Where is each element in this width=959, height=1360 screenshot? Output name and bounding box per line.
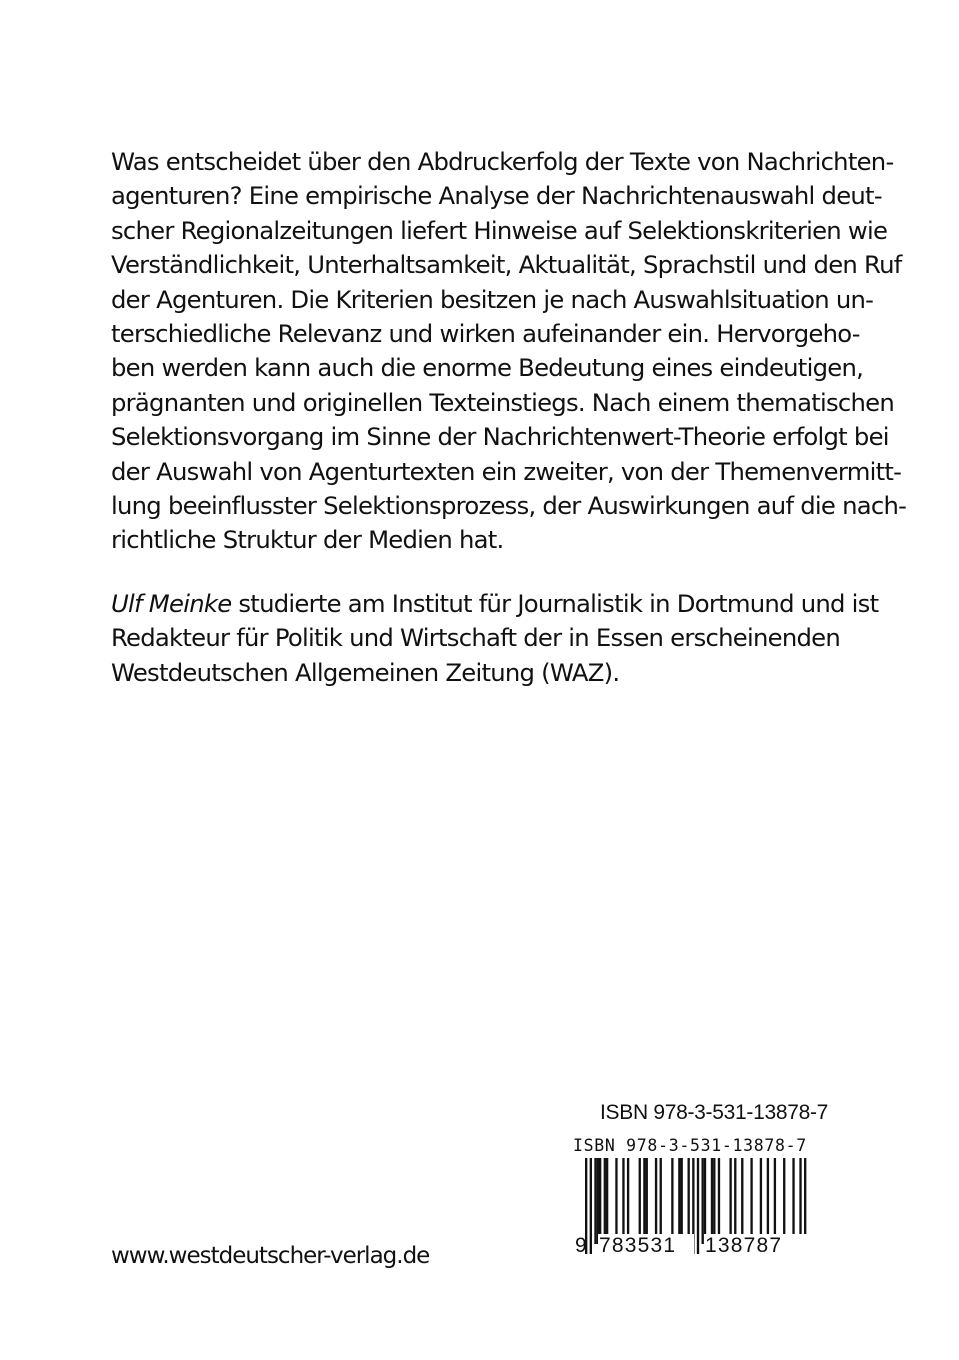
barcode-bar — [750, 1158, 752, 1244]
barcode-bar — [741, 1158, 743, 1244]
barcode-bar — [643, 1158, 645, 1244]
barcode-bar — [678, 1158, 680, 1244]
barcode-bar — [660, 1158, 662, 1244]
barcode-bar — [606, 1158, 608, 1244]
description-line: richtliche Struktur der Medien hat. — [111, 525, 504, 555]
barcode-bar — [734, 1158, 736, 1244]
author-bio-line: Westdeutschen Allgemeinen Zeitung (WAZ). — [111, 657, 620, 687]
description-line: prägnanten und originellen Texteinstiegs. Nach einem thematischen — [111, 387, 895, 417]
barcode-bar — [639, 1158, 641, 1244]
description-line: ben werden kann auch die enorme Bedeutung eines eindeutigen, — [111, 353, 864, 383]
barcode-bar — [774, 1158, 776, 1244]
barcode-bar — [594, 1158, 596, 1244]
barcode-bar — [713, 1158, 715, 1244]
isbn-barcode — [570, 1136, 820, 1274]
barcode-bar — [681, 1158, 683, 1244]
barcode-bar — [704, 1158, 706, 1244]
author-name: Ulf Meinke — [111, 589, 232, 618]
barcode-bar — [783, 1158, 785, 1244]
barcode-bar — [792, 1158, 794, 1244]
description-line: Selektionsvorgang im Sinne der Nachrichtenwert-Theorie erfolgt bei — [111, 422, 889, 452]
barcode-isbn-text: ISBN 978-3-531-13878-7 — [573, 1136, 807, 1155]
description-line: Was entscheidet über den Abdruckerfolg der Texte von Nachrichten- — [111, 147, 894, 176]
description-line: agenturen? Eine empirische Analyse der Nachrichtenauswahl deut- — [111, 181, 882, 211]
author-bio-line1-text: studierte am Institut für Journalistik in Dortmund und ist — [231, 589, 879, 618]
description-line: Verständlichkeit, Unterhaltsamkeit, Aktualität, Sprachstil und den Ruf — [111, 250, 902, 280]
barcode-bar — [697, 1158, 699, 1254]
author-bio-paragraph — [111, 587, 879, 690]
ean-right-digits: 138787 — [704, 1234, 810, 1258]
barcode-bar — [599, 1158, 601, 1244]
barcode-bar — [615, 1158, 617, 1244]
description-line: der Agenturen. Die Kriterien besitzen je nach Auswahlsituation un- — [111, 284, 874, 314]
description-line: lung beeinflusster Selektionsprozess, der Auswirkungen auf die nach- — [111, 491, 907, 521]
barcode-bar — [671, 1158, 673, 1244]
barcode-bar — [604, 1158, 606, 1244]
description-line: der Auswahl von Agenturtexten ein zweiter, von der Themenvermitt- — [111, 456, 902, 486]
description-line: scher Regionalzeitungen liefert Hinweise auf Selektionskriterien wie — [111, 215, 888, 245]
barcode-bar — [711, 1158, 713, 1244]
barcode-bar — [622, 1158, 624, 1244]
ean-first-digit: 9 — [575, 1234, 587, 1257]
ean-left-digits: 783531 — [598, 1234, 694, 1258]
barcode-bar — [688, 1158, 690, 1244]
publisher-website: www.westdeutscher-verlag.de — [111, 1243, 430, 1269]
barcode-bar — [646, 1158, 648, 1244]
barcode-bar — [760, 1158, 762, 1244]
barcode-bar — [590, 1158, 592, 1254]
author-bio-line: Redakteur für Politik und Wirtschaft der in Essen erscheinenden — [111, 623, 840, 653]
barcode-bar — [702, 1158, 704, 1244]
isbn-label: ISBN 978-3-531-13878-7 — [600, 1101, 829, 1124]
description-line: terschiedliche Relevanz und wirken aufeinander ein. Hervorgeho- — [111, 319, 860, 349]
description-paragraph — [111, 145, 907, 558]
barcode-bar — [718, 1158, 720, 1244]
barcode-bar — [729, 1158, 731, 1244]
barcode-bar — [767, 1158, 769, 1244]
barcode-bar — [627, 1158, 629, 1244]
barcode-bar — [655, 1158, 657, 1244]
author-bio-line — [111, 587, 879, 621]
barcode-bar — [597, 1158, 599, 1244]
